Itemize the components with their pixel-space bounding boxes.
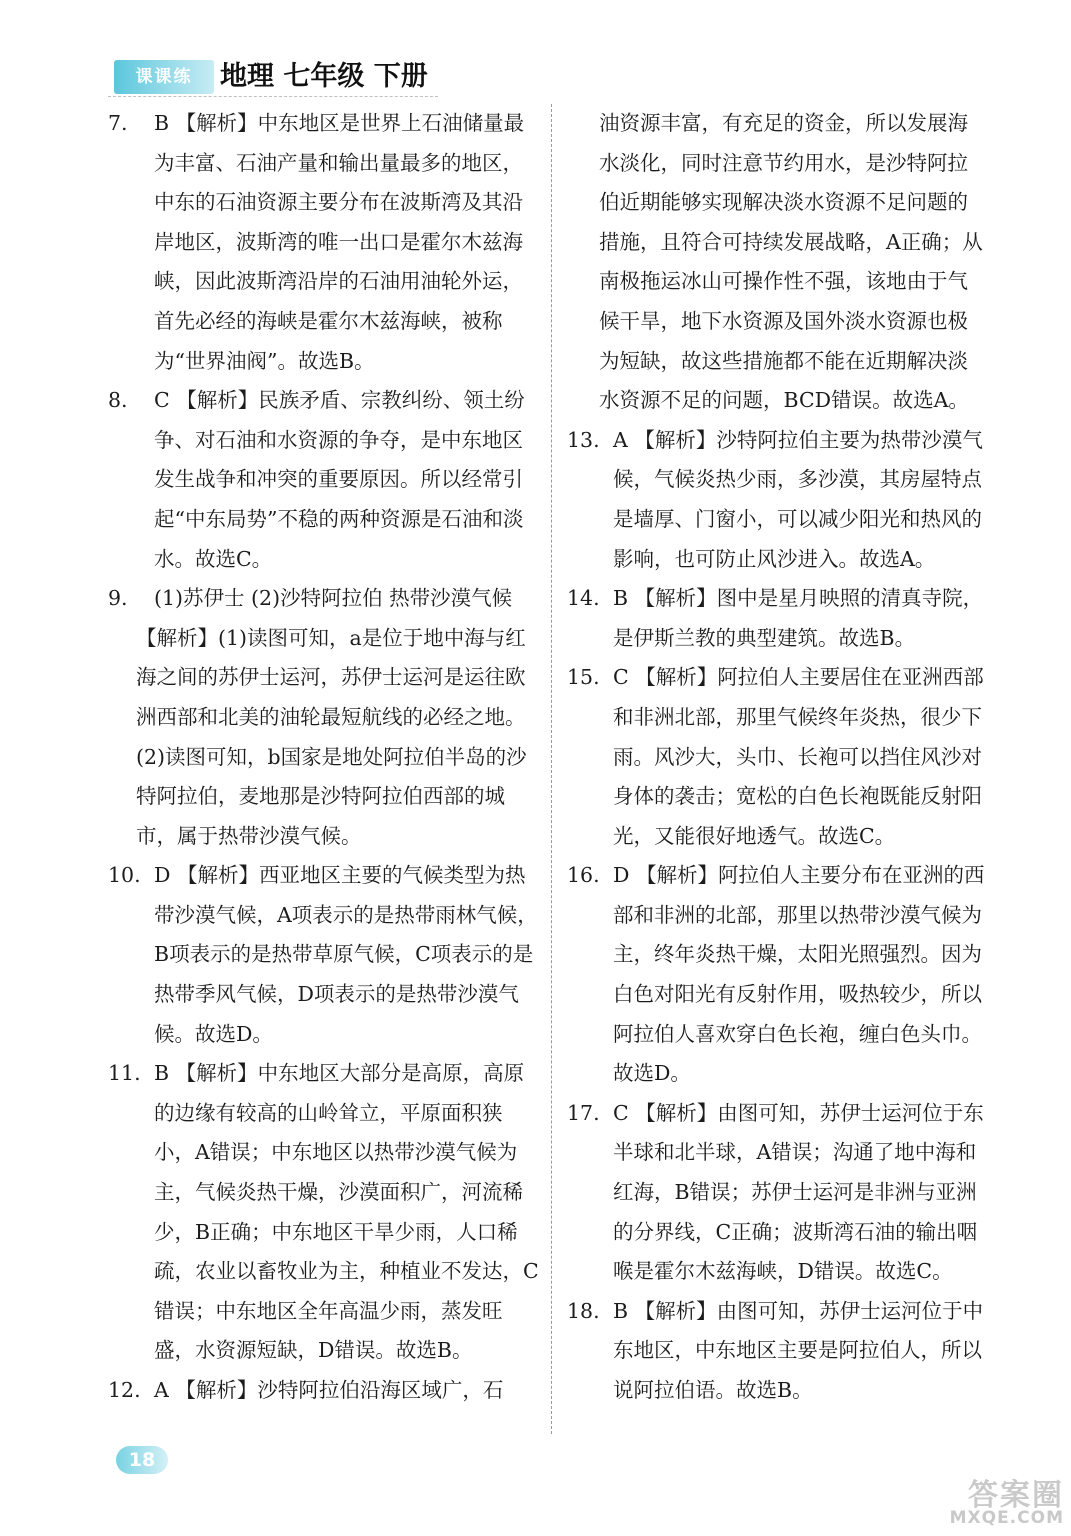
answer-text: B 【解析】中东地区是世界上石油储量最为丰富、石油产量和输出量最多的地区，中东的石油资源主要分布在波斯湾及其沿岸地区，波斯湾的唯一出口是霍尔木兹海峡，因此波斯湾沿岸的石油用油轮外运，首先必经的海峡是霍尔木兹海峡，被称为“世界油阀”。故选B。 xyxy=(154,111,525,373)
answer-text: (1)苏伊士 (2)沙特阿拉伯 热带沙漠气候 xyxy=(154,586,513,611)
watermark-url: MXQE.COM xyxy=(949,1508,1064,1528)
page-number: 18 xyxy=(116,1446,168,1474)
question-number: 18. xyxy=(567,1298,600,1323)
question-number: 7. xyxy=(108,111,128,135)
answer-18 xyxy=(567,1292,987,1411)
header-rule xyxy=(108,96,438,97)
watermark-logo xyxy=(904,1470,1064,1530)
answer-13 xyxy=(567,421,987,579)
answer-text: 油资源丰富，有充足的资金，所以发展海水淡化，同时注意节约用水，是沙特阿拉伯近期能够实现解决淡水资源不足问题的措施，且符合可持续发展战略，A正确；从南极拖运冰山可操作性不强，该地由于气候干旱，地下水资源及国外淡水资源也极为短缺，故这些措施都不能在近期解决淡水资源不足的问题，BCD错误。故选A。 xyxy=(599,111,983,413)
question-number: 16. xyxy=(567,863,600,888)
series-logo: 课课练 xyxy=(114,60,214,94)
question-number: 13. xyxy=(567,427,600,452)
answer-11 xyxy=(108,1054,540,1371)
answer-12 xyxy=(108,1371,540,1411)
question-number: 8. xyxy=(108,388,128,413)
answer-text: B 【解析】中东地区大部分是高原，高原的边缘有较高的山岭耸立，平原面积狭小，A错误；中东地区以热带沙漠气候为主，气候炎热干燥，沙漠面积广，河流稀少，B正确；中东地区干旱少雨，人口稀疏，农业以畜牧业为主，种植业不发达，C错误；中东地区全年高温少雨，蒸发旺盛，水资源短缺，D错误。故选B。 xyxy=(154,1061,539,1363)
question-number: 11. xyxy=(108,1061,141,1086)
answer-9 xyxy=(108,579,540,619)
answer-10 xyxy=(108,856,540,1054)
answer-text: A 【解析】沙特阿拉伯主要为热带沙漠气候，气候炎热少雨，多沙漠，其房屋特点是墙厚、门窗小，可以减少阳光和热风的影响，也可防止风沙进入。故选A。 xyxy=(613,427,983,571)
question-number: 15. xyxy=(567,665,600,690)
answer-text: A 【解析】沙特阿拉伯沿海区域广，石 xyxy=(154,1378,504,1402)
analysis-text: 【解析】(1)读图可知，a是位于地中海与红海之间的苏伊士运河，苏伊士运河是运往欧洲西部和北美的油轮最短航线的必经之地。(2)读图可知，b国家是地处阿拉伯半岛的沙特阿拉伯，麦地那是沙特阿拉伯西部的城市，属于热带沙漠气候。 xyxy=(136,625,527,848)
answer-text: B 【解析】图中是星月映照的清真寺院，是伊斯兰教的典型建筑。故选B。 xyxy=(613,586,984,650)
answer-9-analysis xyxy=(108,619,540,857)
answer-14 xyxy=(567,579,987,658)
question-number: 12. xyxy=(108,1378,141,1402)
answer-16 xyxy=(567,856,987,1094)
answer-12-continued xyxy=(567,104,987,421)
answer-text: D 【解析】西亚地区主要的气候类型为热带沙漠气候，A项表示的是热带雨林气候，B项表示的是热带草原气候，C项表示的是热带季风气候，D项表示的是热带沙漠气候。故选D。 xyxy=(154,863,538,1046)
book-title: 地理 七年级 下册 xyxy=(220,61,428,92)
answer-15 xyxy=(567,658,987,856)
right-column xyxy=(567,104,987,1411)
answer-text: C 【解析】由图可知，苏伊士运河位于东半球和北半球，A错误；沟通了地中海和红海，B错误；苏伊士运河是非洲与亚洲的分界线，C正确；波斯湾石油的输出咽喉是霍尔木兹海峡，D错误。故选C。 xyxy=(613,1100,984,1284)
answer-17 xyxy=(567,1094,987,1292)
question-number: 17. xyxy=(567,1100,600,1125)
answer-text: B 【解析】由图可知，苏伊士运河位于中东地区，中东地区主要是阿拉伯人，所以说阿拉伯语。故选B。 xyxy=(613,1298,984,1402)
left-column xyxy=(108,104,540,1411)
question-number: 9. xyxy=(108,586,128,611)
column-divider xyxy=(551,104,552,1434)
page-header xyxy=(108,58,468,98)
answer-text: D 【解析】阿拉伯人主要分布在亚洲的西部和非洲的北部，那里以热带沙漠气候为主，终年炎热干燥，太阳光照强烈。因为白色对阳光有反射作用，吸热较少，所以阿拉伯人喜欢穿白色长袍，缠白色头巾。故选D。 xyxy=(613,863,985,1086)
question-number: 14. xyxy=(567,586,600,611)
answer-8 xyxy=(108,381,540,579)
answer-text: C 【解析】阿拉伯人主要居住在亚洲西部和非洲北部，那里气候终年炎热，很少下雨。风沙大，头巾、长袍可以挡住风沙对身体的袭击；宽松的白色长袍既能反射阳光，又能很好地透气。故选C。 xyxy=(613,665,984,848)
watermark-text: 答案圈 xyxy=(968,1478,1064,1513)
question-number: 10. xyxy=(108,863,141,888)
answer-text: C 【解析】民族矛盾、宗教纠纷、领土纷争、对石油和水资源的争夺，是中东地区发生战争和冲突的重要原因。所以经常引起“中东局势”不稳的两种资源是石油和淡水。故选C。 xyxy=(154,388,525,571)
answer-7 xyxy=(108,104,540,381)
